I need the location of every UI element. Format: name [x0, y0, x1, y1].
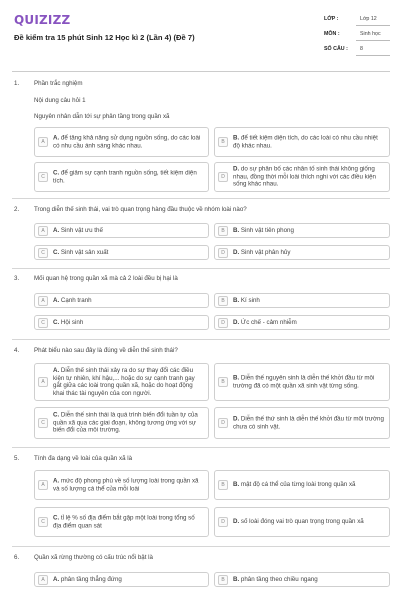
- answer-option-b[interactable]: [214, 470, 390, 500]
- option-letter-badge: B: [218, 480, 228, 490]
- option-letter-badge: A: [38, 226, 48, 236]
- question-divider: [12, 339, 390, 340]
- option-text: D. Sinh vật phân hủy: [233, 248, 291, 256]
- question-number: 2.: [14, 206, 20, 213]
- subject-value: Sinh học: [360, 31, 381, 37]
- option-text: D. do sự phân bố các nhân tố sinh thái không giống nhau, đồng thời mỗi loài thích nghi với các điều kiện sống khác nhau.: [233, 165, 376, 188]
- option-text: A. Sinh vật ưu thế: [53, 226, 103, 234]
- option-text: A. mức độ phong phú về số lượng loài trong quần xã và số lượng cá thể của mỗi loài: [53, 477, 199, 492]
- option-letter-badge: A: [38, 575, 48, 585]
- option-text: D. Ức chế - cảm nhiễm: [233, 318, 297, 326]
- question-divider: [12, 447, 390, 448]
- question-divider: [12, 546, 390, 547]
- answer-option-c[interactable]: [34, 162, 209, 192]
- option-letter-badge: B: [218, 226, 228, 236]
- answer-option-b[interactable]: [214, 223, 390, 238]
- option-text: D. Diễn thế thứ sinh là diễn thế khởi đầu từ môi trường chưa có sinh vật.: [233, 415, 384, 430]
- option-letter-badge: C: [38, 318, 48, 328]
- option-letter-badge: A: [38, 377, 48, 387]
- question-divider: [12, 198, 390, 199]
- answer-option-c[interactable]: [34, 407, 209, 439]
- option-text: C. Diễn thế sinh thái là quá trình biến đổi tuần tự của quần xã qua các giai đoạn, không tương ứng với sự biến đổi của môi trường.: [53, 411, 198, 434]
- answer-option-a[interactable]: [34, 293, 209, 308]
- subject-label: MÔN :: [324, 31, 340, 37]
- question-number: 5.: [14, 455, 20, 462]
- option-letter-badge: D: [218, 172, 228, 182]
- answer-option-a[interactable]: [34, 572, 209, 587]
- option-text: A. để tăng khả năng sử dụng nguồn sống, do các loài có nhu cầu ánh sáng khác nhau.: [53, 134, 201, 149]
- option-text: A. phân tầng thẳng đứng: [53, 575, 122, 583]
- option-letter-badge: B: [218, 377, 228, 387]
- question-number: 4.: [14, 347, 20, 354]
- answer-option-d[interactable]: [214, 315, 390, 330]
- option-letter-badge: B: [218, 575, 228, 585]
- quizizz-logo: QUIZIZZ: [14, 13, 71, 27]
- grade-value: Lớp 12: [360, 16, 377, 22]
- option-letter-badge: D: [218, 318, 228, 328]
- question-count-underline: [356, 55, 390, 56]
- question-text: Mối quan hệ trong quần xã mà cả 2 loài đều bị hại là: [34, 275, 178, 282]
- question-text: Tính đa dạng về loài của quần xã là: [34, 455, 133, 462]
- header-divider: [12, 71, 390, 72]
- question-number: 6.: [14, 554, 20, 561]
- question-count-label: SỐ CÂU :: [324, 46, 348, 52]
- option-text: C. để giảm sự cạnh tranh nguồn sống, tiết kiệm diện tích.: [53, 169, 197, 184]
- worksheet-title: Đề kiểm tra 15 phút Sinh 12 Học kì 2 (Lần 4) (Đề 7): [14, 33, 195, 42]
- option-text: C. Sinh vật sản xuất: [53, 248, 109, 256]
- answer-option-a[interactable]: [34, 470, 209, 500]
- subject-underline: [356, 40, 390, 41]
- option-letter-badge: A: [38, 137, 48, 147]
- option-text: A. Cạnh tranh: [53, 296, 92, 304]
- option-letter-badge: C: [38, 517, 48, 527]
- option-letter-badge: D: [218, 248, 228, 258]
- grade-underline: [356, 25, 390, 26]
- worksheet-header: [0, 0, 400, 70]
- option-text: D. số loài đóng vai trò quan trọng trong quần xã: [233, 518, 364, 526]
- answer-option-d[interactable]: [214, 507, 390, 537]
- option-text: B. Diễn thế nguyên sinh là diễn thế khởi đầu từ môi trường đã có một quần xã sinh vật từng sống.: [233, 374, 375, 389]
- option-letter-badge: C: [38, 248, 48, 258]
- answer-option-b[interactable]: [214, 293, 390, 308]
- option-text: B. để tiết kiệm diện tích, do các loài có nhu cầu nhiệt độ khác nhau.: [233, 134, 378, 149]
- answer-option-d[interactable]: [214, 162, 390, 192]
- question-text: Phần trắc nghiệm: [34, 80, 83, 87]
- grade-label: LỚP :: [324, 16, 339, 22]
- answer-option-b[interactable]: [214, 363, 390, 401]
- option-letter-badge: D: [218, 517, 228, 527]
- question-prompt: Nguyên nhân dẫn tới sự phân tầng trong quần xã: [34, 113, 170, 120]
- question-subheading: Nội dung câu hỏi 1: [34, 97, 86, 104]
- answer-option-b[interactable]: [214, 572, 390, 587]
- answer-option-d[interactable]: [214, 245, 390, 260]
- answer-option-a[interactable]: [34, 223, 209, 238]
- option-letter-badge: C: [38, 418, 48, 428]
- question-text: Trong diễn thế sinh thái, vai trò quan trọng hàng đầu thuộc về nhóm loài nào?: [34, 206, 247, 213]
- answer-option-a[interactable]: [34, 363, 209, 401]
- option-letter-badge: A: [38, 480, 48, 490]
- option-letter-badge: C: [38, 172, 48, 182]
- question-number: 1.: [14, 80, 20, 87]
- answer-option-c[interactable]: [34, 245, 209, 260]
- answer-option-c[interactable]: [34, 507, 209, 537]
- option-letter-badge: B: [218, 296, 228, 306]
- question-text: Phát biểu nào sau đây là đúng về diễn thế sinh thái?: [34, 347, 178, 354]
- option-text: B. Kí sinh: [233, 296, 260, 304]
- option-text: C. Hội sinh: [53, 318, 84, 326]
- answer-option-a[interactable]: [34, 127, 209, 157]
- question-text: Quần xã rừng thường có cấu trúc nổi bật là: [34, 554, 153, 561]
- option-letter-badge: D: [218, 418, 228, 428]
- option-letter-badge: B: [218, 137, 228, 147]
- option-text: A. Diễn thế sinh thái xảy ra do sự thay đổi các điều kiện tự nhiên, khí hậu,... hoặc do sự cạnh tranh gay gắt giữa các loài trong quần xã, hoặc do hoạt động khai thác tài nguyên của con người.: [53, 366, 195, 397]
- question-count-value: 8: [360, 46, 363, 52]
- option-letter-badge: A: [38, 296, 48, 306]
- question-divider: [12, 268, 390, 269]
- option-text: B. Sinh vật tiên phong: [233, 226, 294, 234]
- option-text: C. tỉ lệ % số địa điểm bắt gặp một loài trong tổng số địa điểm quan sát: [53, 514, 195, 529]
- question-number: 3.: [14, 275, 20, 282]
- answer-option-c[interactable]: [34, 315, 209, 330]
- option-text: B. mật độ cá thể của từng loài trong quần xã: [233, 481, 356, 489]
- option-text: B. phân tầng theo chiều ngang: [233, 575, 318, 583]
- answer-option-b[interactable]: [214, 127, 390, 157]
- answer-option-d[interactable]: [214, 407, 390, 439]
